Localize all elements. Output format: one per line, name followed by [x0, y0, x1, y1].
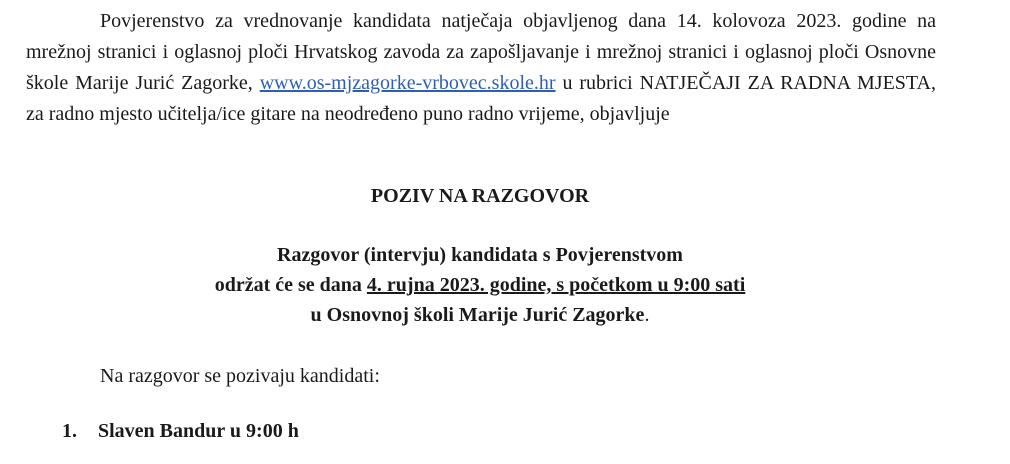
candidate-number: 1.: [62, 420, 77, 442]
interview-announcement: [0, 240, 960, 330]
school-website-link[interactable]: www.os-mjzagorke-vrbovec.skole.hr: [259, 72, 556, 94]
announcement-line-1: Razgovor (intervju) kandidata s Povjerenstvom: [277, 244, 683, 266]
intro-text-before-link: Povjerenstvo za vrednovanje kandidata natječaja objavljenog dana 14. kolovoza 2023. godine na mrežnoj stranici i oglasnoj ploči Hrvatskog zavoda za zapošljavanje i mrežnoj stranici i oglasnoj ploči Osnovne škole Marije Jurić Zagorke,: [26, 10, 936, 94]
candidate-text: Slaven Bandur u 9:00 h: [98, 420, 299, 442]
announcement-period: .: [644, 304, 650, 326]
announcement-line-2: [0, 270, 960, 300]
candidate-list-item: [62, 420, 299, 443]
document-heading: POZIV NA RAZGOVOR: [370, 185, 590, 207]
announcement-date-prefix: održat će se dana: [214, 274, 367, 296]
announcement-line-3: [0, 300, 960, 330]
announcement-location: u Osnovnoj školi Marije Jurić Zagorke: [310, 304, 645, 326]
intro-paragraph: [26, 6, 936, 130]
announcement-date-time: 4. rujna 2023. godine, s početkom u 9:00 sati: [366, 274, 746, 296]
intro-text-after-link: u rubrici NATJEČAJI ZA RADNA MJESTA, za radno mjesto učitelja/ice gitare na neodređeno puno radno vrijeme, objavljuje: [26, 72, 936, 125]
invite-text: Na razgovor se pozivaju kandidati:: [100, 365, 380, 387]
